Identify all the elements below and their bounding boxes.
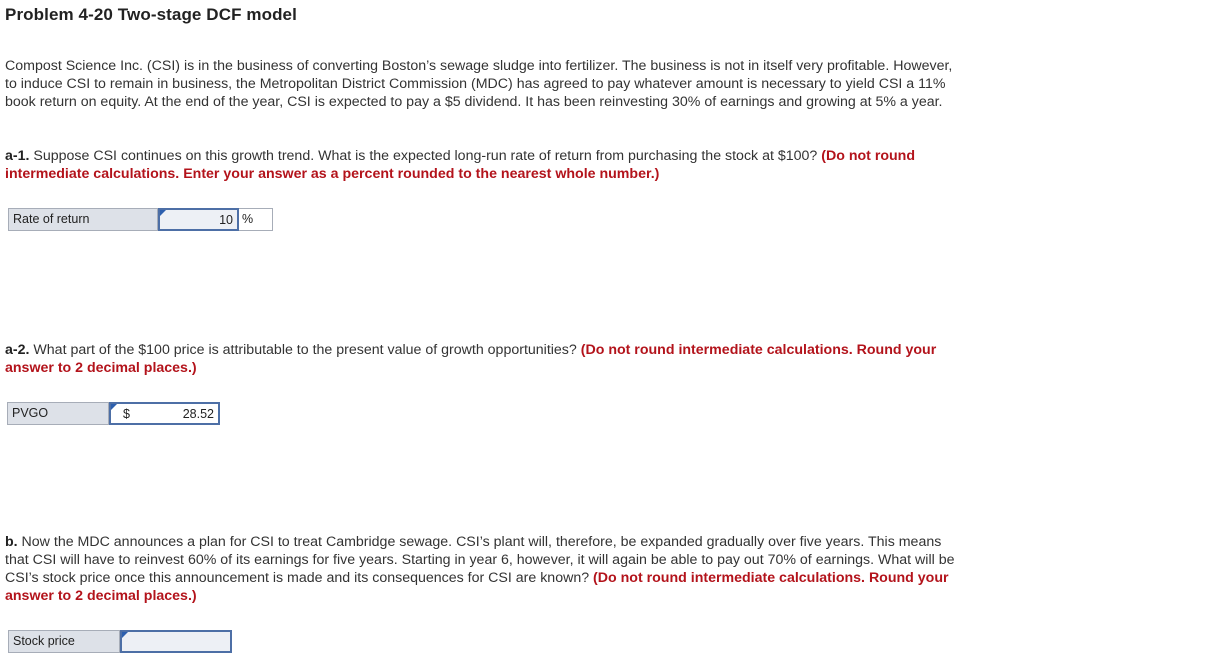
problem-intro: Compost Science Inc. (CSI) is in the business of converting Boston’s sewage sludge into fertilizer. The business is not in itself very profitable. However, to induce CSI to remain in business, the Metropolitan District Commission (MDC) has agreed to pay whatever amount is necessary to yield CSI a 11% book return on equity. At the end of the year, CSI is expected to pay a $5 dividend. It has been reinvesting 30% of earnings and growing at 5% a year. <box>5 58 953 110</box>
pvgo-value: 28.52 <box>182 407 214 421</box>
flag-icon <box>111 404 117 410</box>
question-a1-text: Suppose CSI continues on this growth trend. What is the expected long-run rate of return from purchasing the stock at $100? <box>29 148 822 164</box>
question-b-text: Now the MDC announces a plan for CSI to treat Cambridge sewage. CSI’s plant will, therefore, be expanded gradually over five years. This means that CSI will have to reinvest 60% of its earnings for five years. Starting in year 6, however, it will again be able to pay out 70% of earnings. What will be CSI’s stock price once this announcement is made and its consequences for CSI are known? <box>5 534 955 586</box>
problem-title: Problem 4-20 Two-stage DCF model <box>5 5 297 24</box>
question-a2-instruction: (Do not round intermediate calculations. Round your answer to 2 decimal places.) <box>5 342 937 376</box>
question-b-instruction: (Do not round intermediate calculations. Round your answer to 2 decimal places.) <box>5 570 949 604</box>
answer-row-a1 <box>8 208 273 231</box>
rate-of-return-label: Rate of return <box>8 208 158 231</box>
rate-of-return-input[interactable] <box>158 208 239 231</box>
answer-row-a2 <box>7 402 220 425</box>
flag-icon <box>160 210 166 216</box>
question-a2-text: What part of the $100 price is attributable to the present value of growth opportunities? <box>29 342 581 358</box>
answer-row-b <box>8 630 232 653</box>
pvgo-input[interactable] <box>109 402 220 425</box>
question-a2 <box>5 341 955 377</box>
question-a1 <box>5 147 955 183</box>
question-b-label: b. <box>5 534 18 550</box>
question-a2-label: a-2. <box>5 342 30 358</box>
question-b <box>5 533 955 605</box>
percent-unit: % <box>239 208 273 231</box>
rate-of-return-value: 10 <box>219 213 233 227</box>
question-a1-instruction: (Do not round intermediate calculations. Enter your answer as a percent rounded to the nearest whole number.) <box>5 148 916 182</box>
stock-price-input[interactable] <box>120 630 232 653</box>
question-a1-label: a-1. <box>5 148 30 164</box>
stock-price-label: Stock price <box>8 630 120 653</box>
pvgo-label: PVGO <box>7 402 109 425</box>
dollar-sign: $ <box>123 407 130 421</box>
flag-icon <box>122 632 128 638</box>
